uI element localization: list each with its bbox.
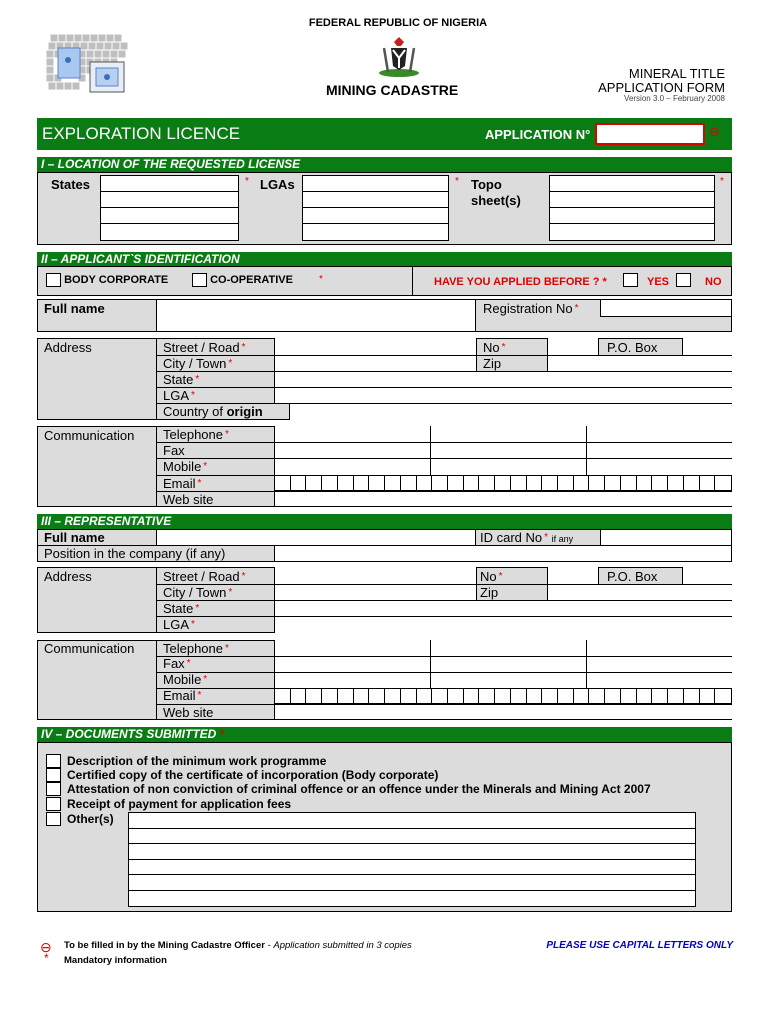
po-box-input[interactable] [682, 338, 732, 355]
applied-no-label: NO [705, 276, 722, 288]
no-label: No * [483, 340, 506, 355]
po-box-label: P.O. Box [607, 340, 658, 355]
country-input[interactable] [289, 403, 732, 420]
rep-lga-label: LGA * [163, 617, 195, 632]
doc-payment-receipt[interactable]: Receipt of payment for application fees [46, 797, 291, 811]
rep-no-input[interactable] [547, 567, 599, 584]
officer-symbol-icon: ⊖ [40, 939, 52, 955]
registration-no-label: Registration No * [483, 301, 579, 316]
states-required-mark: * [245, 176, 249, 187]
communication-label: Communication [44, 428, 135, 443]
id-card-label: ID card No * if any [480, 530, 574, 545]
rep-communication-label: Communication [44, 641, 135, 656]
full-name-input[interactable] [156, 299, 476, 332]
application-number-label: APPLICATION N° [485, 127, 591, 142]
doc-work-programme-checkbox[interactable] [46, 754, 61, 768]
full-name-label: Full name [44, 301, 105, 316]
rep-email-character-grid[interactable] [274, 688, 732, 704]
email-character-grid[interactable] [274, 475, 732, 491]
registration-no-input[interactable] [600, 299, 732, 317]
rep-po-box-input[interactable] [682, 567, 732, 584]
rep-zip-label: Zip [480, 585, 499, 600]
officer-note: To be filled in by the Mining Cadastre Officer - Application submitted in 3 copies [64, 940, 412, 951]
city-label: City / Town * [163, 356, 233, 371]
city-input[interactable] [274, 355, 476, 371]
coat-of-arms-emblem [376, 36, 422, 78]
website-input[interactable] [275, 492, 732, 506]
id-card-input[interactable] [600, 529, 732, 546]
rep-lga-input[interactable] [274, 616, 732, 633]
cooperative-checkbox[interactable] [192, 273, 207, 287]
lga-input[interactable] [274, 387, 732, 403]
lga-label: LGA * [163, 388, 195, 403]
applied-no-checkbox[interactable] [676, 273, 691, 287]
applied-yes-checkbox[interactable] [623, 273, 638, 287]
state-label: State * [163, 372, 200, 387]
rep-website-label: Web site [163, 705, 214, 720]
no-input[interactable] [547, 338, 599, 355]
body-corporate-option[interactable]: BODY CORPORATE [46, 273, 168, 288]
rep-no-label: No * [480, 569, 503, 584]
other-documents-lines[interactable] [128, 812, 696, 907]
rep-address-label: Address [44, 569, 92, 584]
section-3-header: III – REPRESENTATIVE [37, 514, 732, 529]
position-input[interactable] [274, 545, 732, 562]
rep-city-input[interactable] [274, 584, 476, 600]
zip-label: Zip [483, 356, 502, 371]
doc-others-checkbox[interactable] [46, 812, 61, 826]
form-title-line-1: MINERAL TITLE [628, 66, 725, 81]
applied-before-question: HAVE YOU APPLIED BEFORE ? * [434, 276, 607, 288]
section-4-header: IV – DOCUMENTS SUBMITTED * [37, 727, 732, 742]
mining-cadastre-logo [44, 30, 132, 118]
applicant-type-divider [412, 266, 413, 296]
zip-input[interactable] [547, 355, 732, 371]
mandatory-symbol: * [44, 951, 49, 965]
applied-yes-label: YES [647, 276, 670, 288]
section-1-header: I – LOCATION OF THE REQUESTED LICENSE [37, 157, 732, 172]
fax-label: Fax [163, 443, 185, 458]
lgas-required-mark: * [455, 176, 459, 187]
agency-title: MINING CADASTRE [326, 82, 459, 98]
rep-telephone-label: Telephone * [163, 641, 229, 656]
telephone-label: Telephone * [163, 427, 229, 442]
website-label: Web site [163, 492, 214, 507]
rep-street-input[interactable] [274, 567, 476, 584]
rep-zip-input[interactable] [547, 584, 732, 600]
doc-work-programme[interactable]: Description of the minimum work programme [46, 754, 326, 768]
doc-others[interactable]: Other(s) [46, 812, 114, 826]
position-label: Position in the company (if any) [44, 546, 226, 561]
state-input[interactable] [274, 371, 732, 387]
rep-state-input[interactable] [274, 600, 732, 616]
section-2-header: II – APPLICANT`S IDENTIFICATION [37, 252, 732, 267]
rep-mobile-label: Mobile * [163, 672, 208, 687]
capital-letters-note: PLEASE USE CAPITAL LETTERS ONLY [546, 940, 733, 951]
rep-full-name-input[interactable] [156, 529, 476, 546]
country-of-origin-label: Country of origin [163, 404, 263, 419]
doc-non-conviction-checkbox[interactable] [46, 782, 61, 796]
rep-city-label: City / Town * [163, 585, 233, 600]
rep-fax-label: Fax * [163, 656, 191, 671]
topo-sheets-label: Topo sheet(s) [471, 177, 521, 208]
officer-only-icon: ⊖ [709, 124, 720, 139]
email-label: Email * [163, 476, 202, 491]
rep-website-input[interactable] [275, 705, 732, 719]
cooperative-option[interactable]: CO-OPERATIVE [192, 273, 293, 288]
republic-title: FEDERAL REPUBLIC OF NIGERIA [308, 17, 488, 29]
doc-incorporation[interactable]: Certified copy of the certificate of incorporation (Body corporate) [46, 768, 438, 782]
rep-state-label: State * [163, 601, 200, 616]
body-corporate-checkbox[interactable] [46, 273, 61, 287]
rep-po-box-label: P.O. Box [607, 569, 658, 584]
street-input[interactable] [274, 338, 476, 355]
address-label: Address [44, 340, 92, 355]
rep-email-label: Email * [163, 688, 202, 703]
topo-required-mark: * [720, 176, 724, 187]
rep-street-label: Street / Road * [163, 569, 246, 584]
states-label: States [51, 177, 91, 192]
doc-non-conviction[interactable]: Attestation of non conviction of criminal offence or an offence under the Minerals and Mining Act 2007 [46, 782, 651, 796]
applicant-type-required-mark: * [319, 274, 323, 285]
mandatory-note: Mandatory information [64, 955, 167, 966]
licence-title: EXPLORATION LICENCE [42, 124, 241, 143]
mobile-label: Mobile * [163, 459, 208, 474]
street-label: Street / Road * [163, 340, 246, 355]
version-text: Version 3.0 – February 2008 [624, 94, 725, 103]
states-fields[interactable] [100, 175, 239, 241]
doc-incorporation-checkbox[interactable] [46, 768, 61, 782]
topo-sheets-fields[interactable] [549, 175, 715, 241]
application-number-input[interactable] [595, 123, 705, 145]
doc-payment-receipt-checkbox[interactable] [46, 797, 61, 811]
lgas-fields[interactable] [302, 175, 449, 241]
form-title-line-2: APPLICATION FORM [598, 80, 725, 95]
lgas-label: LGAs [260, 177, 295, 192]
rep-full-name-label: Full name [44, 530, 105, 545]
